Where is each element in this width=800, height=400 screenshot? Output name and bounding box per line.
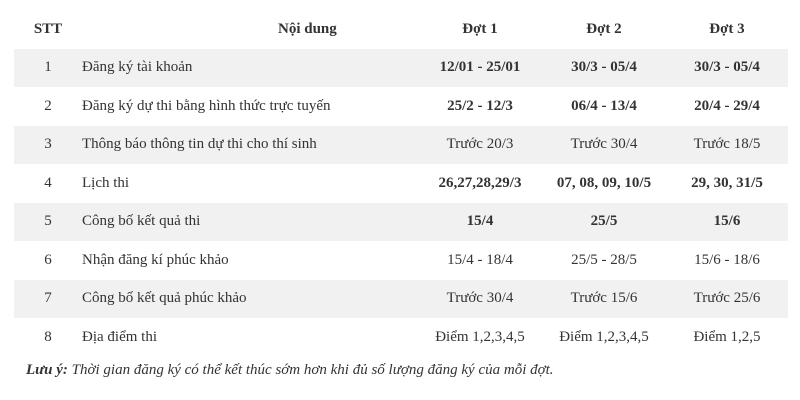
table-row: [14, 203, 788, 242]
row-round-2: Điểm 1,2,3,4,5: [559, 328, 649, 345]
row-round-3: Điểm 1,2,5: [693, 328, 761, 345]
row-round-3: Trước 25/6: [666, 280, 788, 319]
row-round-2: 07, 08, 09, 10/5: [556, 174, 652, 191]
row-round-2: 06/4 - 13/4: [571, 97, 637, 114]
table-row: [14, 280, 788, 319]
row-stt: 4: [44, 174, 52, 191]
row-content: Đăng ký tài khoản: [82, 49, 418, 88]
row-round-1: 15/4: [418, 203, 542, 242]
table-row: [14, 241, 788, 280]
row-content: Địa điểm thi: [82, 328, 157, 345]
footnote-text: Thời gian đăng ký có thể kết thúc sớm hơn khi đủ số lượng đăng ký của mỗi đợt.: [67, 362, 554, 378]
row-round-2: 30/3 - 05/4: [542, 49, 666, 88]
row-round-3: 30/3 - 05/4: [666, 49, 788, 88]
row-round-1: Trước 20/3: [418, 126, 542, 165]
header-round-3: Đợt 3: [709, 20, 745, 37]
header-round-2: Đợt 2: [586, 20, 622, 37]
row-round-3: 29, 30, 31/5: [691, 174, 763, 191]
footnote: [26, 362, 554, 379]
row-round-2: Trước 30/4: [542, 126, 666, 165]
row-round-3: Trước 18/5: [666, 126, 788, 165]
header-content: Nội dung: [278, 20, 337, 37]
row-round-1: 12/01 - 25/01: [418, 49, 542, 88]
table-row: [14, 87, 788, 126]
table-header-row: [14, 10, 788, 49]
row-content: Công bố kết quả phúc khảo: [82, 280, 418, 319]
header-stt: STT: [33, 20, 63, 37]
row-stt: 1: [14, 49, 82, 88]
table-row: [14, 49, 788, 88]
row-stt: 8: [44, 328, 52, 345]
row-content: Đăng ký dự thi bằng hình thức trực tuyến: [82, 97, 331, 114]
row-round-1: 25/2 - 12/3: [447, 97, 513, 114]
footnote-label: Lưu ý:: [26, 362, 68, 378]
row-round-3: 20/4 - 29/4: [694, 97, 760, 114]
row-round-2: 25/5 - 28/5: [571, 251, 637, 268]
row-round-2: Trước 15/6: [542, 280, 666, 319]
table-row: [14, 164, 788, 203]
table-row: [14, 126, 788, 165]
row-stt: 3: [14, 126, 82, 165]
row-stt: 6: [44, 251, 52, 268]
row-round-2: 25/5: [542, 203, 666, 242]
schedule-table: [14, 10, 788, 357]
row-round-1: 26,27,28,29/3: [438, 174, 522, 191]
row-content: Thông báo thông tin dự thi cho thí sinh: [82, 126, 418, 165]
table-row: [14, 318, 788, 357]
row-round-1: 15/4 - 18/4: [447, 251, 513, 268]
row-content: Lịch thi: [82, 174, 130, 191]
row-stt: 7: [14, 280, 82, 319]
row-round-1: Trước 30/4: [418, 280, 542, 319]
row-content: Công bố kết quả thi: [82, 203, 418, 242]
row-round-1: Điểm 1,2,3,4,5: [435, 328, 525, 345]
row-stt: 5: [14, 203, 82, 242]
row-round-3: 15/6: [666, 203, 788, 242]
row-stt: 2: [44, 97, 52, 114]
row-round-3: 15/6 - 18/6: [694, 251, 760, 268]
header-round-1: Đợt 1: [462, 20, 498, 37]
row-content: Nhận đăng kí phúc khảo: [82, 251, 229, 268]
